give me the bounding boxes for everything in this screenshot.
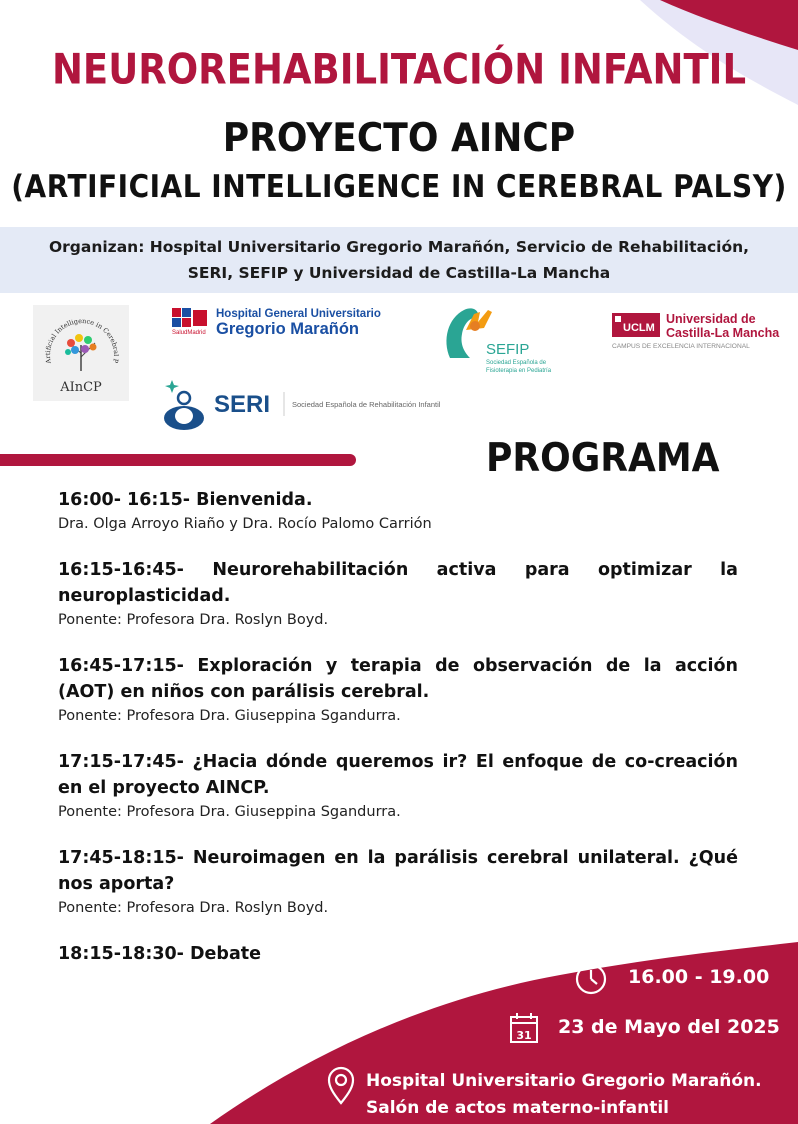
main-title: NEUROREHABILITACIÓN INFANTIL <box>51 45 747 94</box>
agenda-item-title: 16:15-16:45- Neurorehabilitación activa para optimizar la neuroplasticidad. <box>58 560 738 606</box>
organizers-line-1: Organizan: Hospital Universitario Gregorio Marañón, Servicio de Rehabilitación, <box>48 238 750 256</box>
agenda-item <box>58 557 738 631</box>
agenda-item-speaker: Ponente: Profesora Dra. Roslyn Boyd. <box>58 900 329 916</box>
seri-logo-graphic <box>160 376 452 432</box>
hgugm-line-1: Hospital General Universitario <box>216 308 381 320</box>
seri-full: Sociedad Española de Rehabilitación Infantil <box>292 400 441 409</box>
event-time: 16.00 - 19.00 <box>628 966 770 988</box>
uclm-logo <box>610 307 788 353</box>
agenda-item-speaker: Ponente: Profesora Dra. Giuseppina Sgandurra. <box>58 804 401 820</box>
agenda-item <box>58 845 738 919</box>
section-divider <box>0 454 356 466</box>
agenda-item-speaker: Ponente: Profesora Dra. Roslyn Boyd. <box>58 612 329 628</box>
sefip-logo-graphic <box>442 300 572 376</box>
hgugm-logo <box>170 304 402 338</box>
uclm-line-2: Castilla-La Mancha <box>666 326 780 340</box>
agenda-item-title: 16:00- 16:15- Bienvenida. <box>58 490 313 510</box>
sefip-label: SEFIP <box>486 341 530 358</box>
agenda-item-speaker: Ponente: Profesora Dra. Giuseppina Sgandurra. <box>58 708 401 724</box>
project-title: PROYECTO AINCP <box>222 115 576 162</box>
aincp-arc-text: Artificial Intelligence in Cerebral P <box>43 317 121 365</box>
sefip-line-2: Fisioterapia en Pediatría <box>486 368 552 374</box>
project-full-title: (ARTIFICIAL INTELLIGENCE IN CEREBRAL PALSY) <box>11 168 787 205</box>
location-pin-icon <box>326 1066 356 1106</box>
agenda-item-title: 17:15-17:45- ¿Hacia dónde queremos ir? El enfoque de co-creación en el proyecto AINCP. <box>58 752 738 798</box>
uclm-logo-graphic <box>610 307 788 353</box>
sefip-logo <box>442 300 572 376</box>
event-venue <box>366 1068 762 1122</box>
event-date: 23 de Mayo del 2025 <box>558 1016 780 1038</box>
agenda-item <box>58 487 738 535</box>
hgugm-logo-graphic <box>170 304 402 338</box>
agenda-item-title: 16:45-17:15- Exploración y terapia de observación de la acción (AOT) en niños con parálisis cerebral. <box>58 656 738 702</box>
agenda-list <box>58 487 738 989</box>
hgugm-line-2: Gregorio Marañón <box>216 320 360 338</box>
uclm-line-1: Universidad de <box>666 312 756 326</box>
agenda-item <box>58 653 738 727</box>
agenda-item <box>58 749 738 823</box>
clock-icon <box>574 962 608 996</box>
venue-line-1: Hospital Universitario Gregorio Marañón. <box>366 1071 762 1091</box>
organizers-text <box>40 234 758 286</box>
seri-label: SERI <box>214 391 271 418</box>
agenda-item-speaker: Dra. Olga Arroyo Riaño y Dra. Rocío Palomo Carrión <box>58 516 432 532</box>
seri-logo <box>160 376 452 432</box>
program-heading: PROGRAMA <box>486 436 720 482</box>
aincp-logo <box>33 305 129 401</box>
venue-line-2: Salón de actos materno-infantil <box>366 1098 669 1118</box>
uclm-sub: CAMPUS DE EXCELENCIA INTERNACIONAL <box>612 343 750 350</box>
aincp-logo-graphic <box>33 305 129 401</box>
aincp-label: AInCP <box>60 380 102 395</box>
agenda-item-title: 17:45-18:15- Neuroimagen en la parálisis cerebral unilateral. ¿Qué nos aporta? <box>58 848 738 894</box>
agenda-item <box>58 941 738 967</box>
sefip-line-1: Sociedad Española de <box>486 360 547 366</box>
organizers-line-2: SERI, SEFIP y Universidad de Castilla-La Mancha <box>187 264 611 282</box>
calendar-day: 31 <box>516 1029 532 1042</box>
uclm-badge: UCLM <box>623 322 655 334</box>
agenda-item-title: 18:15-18:30- Debate <box>58 944 261 964</box>
calendar-icon <box>508 1011 540 1045</box>
hgugm-sub: SaludMadrid <box>172 330 206 336</box>
